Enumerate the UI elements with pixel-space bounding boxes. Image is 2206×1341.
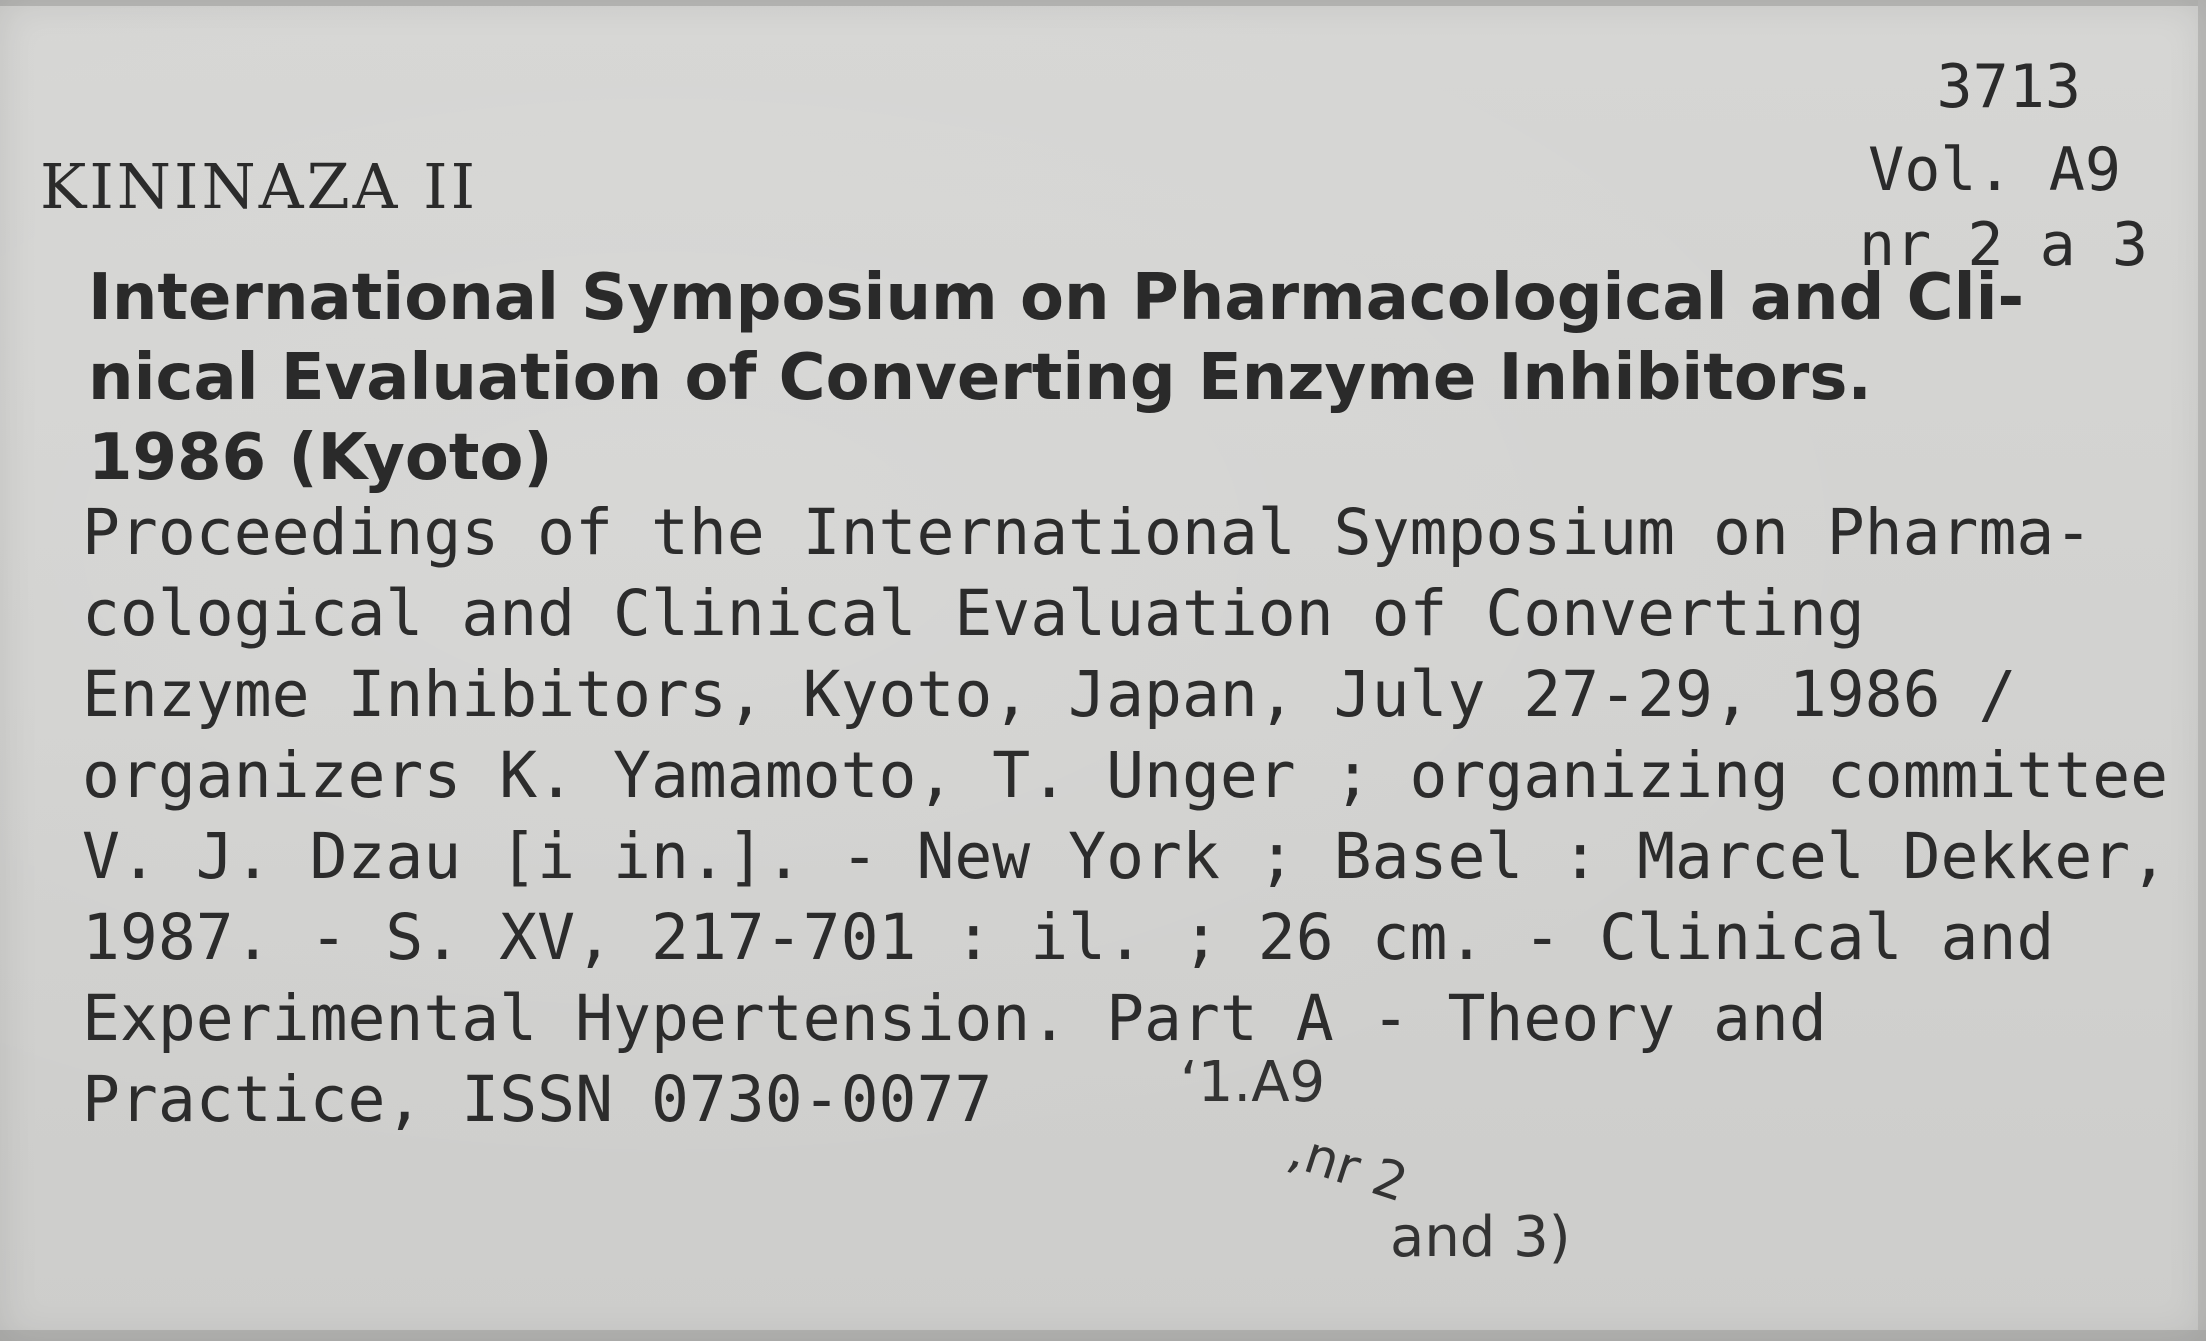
card-right-edge: [2198, 0, 2206, 1341]
card-bottom-edge: [0, 1330, 2206, 1341]
handwritten-note-part-2: ,nr 2: [1281, 1120, 1415, 1215]
main-entry-line: International Symposium on Pharmacological and Cli-: [88, 261, 2025, 335]
main-entry-line: nical Evaluation of Converting Enzyme Inhibitors.: [88, 341, 1872, 415]
main-entry: [88, 258, 2024, 498]
description-line: 1987. - S. XV, 217-701 : il. ; 26 cm. - Clinical and: [82, 901, 2055, 974]
card-top-edge: [0, 0, 2206, 6]
description-line: Experimental Hypertension. Part A - Theory and: [82, 982, 1827, 1055]
description-line: Practice, ISSN 0730-0077: [82, 1063, 993, 1136]
handwritten-note-part-3: and 3): [1390, 1205, 1571, 1270]
main-entry-line: 1986 (Kyoto): [88, 421, 553, 495]
description-line: Proceedings of the International Symposium on Pharma-: [82, 496, 2093, 569]
subject-heading: KININAZA II: [40, 150, 479, 223]
call-number-line-1: 3713: [1936, 52, 2081, 122]
description-line: organizers K. Yamamoto, T. Unger ; organizing committee: [82, 739, 2169, 812]
bibliographic-description: [82, 492, 2168, 1140]
description-line: Enzyme Inhibitors, Kyoto, Japan, July 27-29, 1986 /: [82, 658, 2017, 731]
description-line: V. J. Dzau [i in.]. - New York ; Basel : Marcel Dekker,: [82, 820, 2169, 893]
handwritten-note-part-1: ‘1.A9: [1180, 1050, 1326, 1115]
call-number-line-3: nr 2 a 3: [1859, 210, 2148, 280]
call-number-line-2: Vol. A9: [1868, 135, 2121, 205]
description-line: cological and Clinical Evaluation of Converting: [82, 577, 1865, 650]
